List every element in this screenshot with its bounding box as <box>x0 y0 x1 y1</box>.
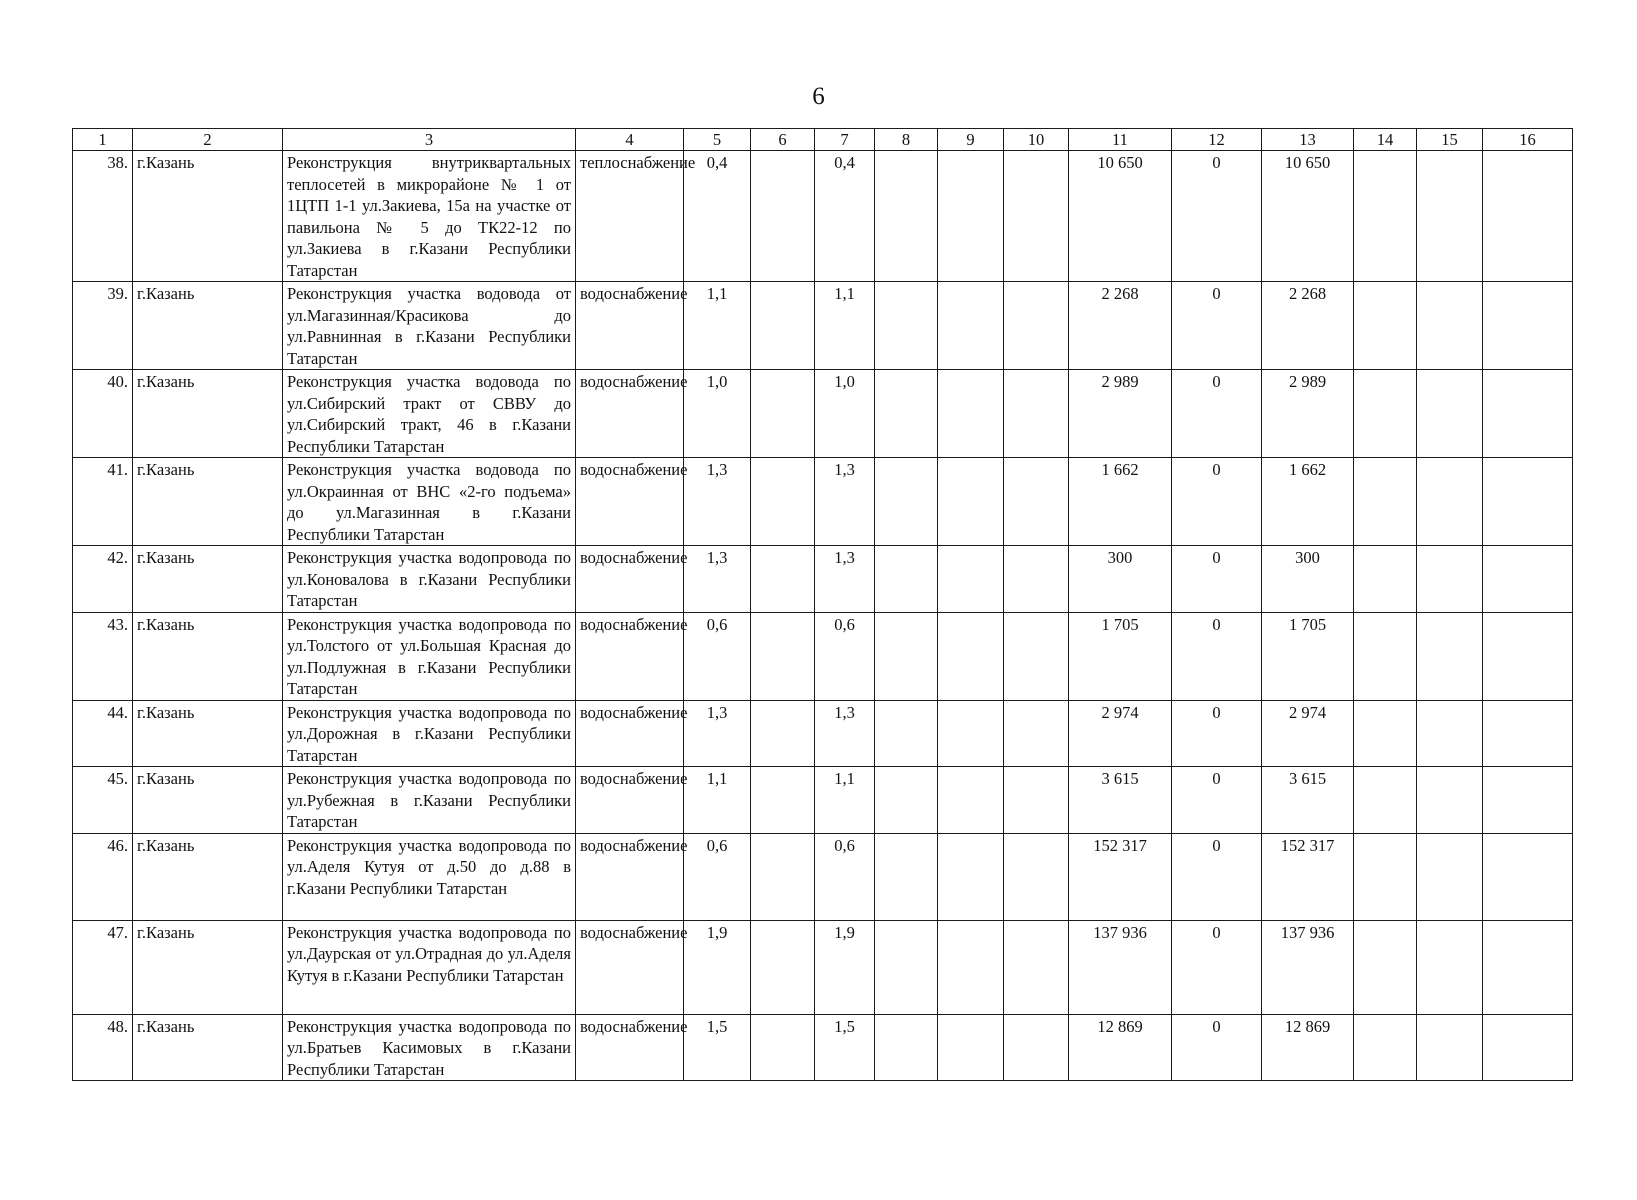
col5-cell: 0,6 <box>684 833 751 920</box>
col10-cell <box>1004 612 1069 700</box>
table-row <box>73 767 1573 834</box>
table-row <box>73 546 1573 613</box>
table-row <box>73 282 1573 370</box>
utility-type-cell: водоснабжение <box>576 920 684 1014</box>
table-row <box>73 920 1573 1014</box>
col8-cell <box>875 612 938 700</box>
col12-cell: 0 <box>1172 282 1262 370</box>
column-number-10: 10 <box>1004 129 1069 151</box>
column-number-9: 9 <box>938 129 1004 151</box>
col14-cell <box>1354 370 1417 458</box>
col8-cell <box>875 767 938 834</box>
column-number-4: 4 <box>576 129 684 151</box>
col5-cell: 1,3 <box>684 546 751 613</box>
col16-cell <box>1483 458 1573 546</box>
city-cell: г.Казань <box>133 370 283 458</box>
col12-cell: 0 <box>1172 700 1262 767</box>
col15-cell <box>1417 767 1483 834</box>
col11-cell: 137 936 <box>1069 920 1172 1014</box>
col14-cell <box>1354 282 1417 370</box>
col10-cell <box>1004 767 1069 834</box>
page-number: 6 <box>812 83 825 110</box>
col10-cell <box>1004 1014 1069 1081</box>
column-number-5: 5 <box>684 129 751 151</box>
col13-cell: 2 989 <box>1262 370 1354 458</box>
utility-type-cell: водоснабжение <box>576 767 684 834</box>
row-number: 40. <box>73 370 133 458</box>
description-cell: Реконструкция участка водовода по ул.Сибирский тракт от СВВУ до ул.Сибирский тракт, 46 в г.Казани Республики Татарстан <box>283 370 576 458</box>
col12-cell: 0 <box>1172 546 1262 613</box>
column-number-15: 15 <box>1417 129 1483 151</box>
col6-cell <box>751 546 815 613</box>
col9-cell <box>938 1014 1004 1081</box>
description-cell: Реконструкция участка водопровода по ул.Братьев Касимовых в г.Казани Республики Татарстан <box>283 1014 576 1081</box>
col16-cell <box>1483 151 1573 282</box>
row-number: 39. <box>73 282 133 370</box>
col14-cell <box>1354 1014 1417 1081</box>
col12-cell: 0 <box>1172 1014 1262 1081</box>
col11-cell: 3 615 <box>1069 767 1172 834</box>
utility-type-cell: водоснабжение <box>576 546 684 613</box>
col16-cell <box>1483 1014 1573 1081</box>
col5-cell: 0,4 <box>684 151 751 282</box>
utility-type-cell: теплоснабжение <box>576 151 684 282</box>
description-cell: Реконструкция участка водопровода по ул.Аделя Кутуя от д.50 до д.88 в г.Казани Республики Татарстан <box>283 833 576 920</box>
col9-cell <box>938 458 1004 546</box>
col9-cell <box>938 151 1004 282</box>
column-number-row <box>73 129 1573 151</box>
col14-cell <box>1354 612 1417 700</box>
col14-cell <box>1354 767 1417 834</box>
col13-cell: 12 869 <box>1262 1014 1354 1081</box>
col12-cell: 0 <box>1172 833 1262 920</box>
col13-cell: 3 615 <box>1262 767 1354 834</box>
col16-cell <box>1483 833 1573 920</box>
col16-cell <box>1483 370 1573 458</box>
col6-cell <box>751 151 815 282</box>
description-cell: Реконструкция участка водопровода по ул.Дорожная в г.Казани Республики Татарстан <box>283 700 576 767</box>
col5-cell: 1,5 <box>684 1014 751 1081</box>
col15-cell <box>1417 151 1483 282</box>
utility-type-cell: водоснабжение <box>576 1014 684 1081</box>
col12-cell: 0 <box>1172 767 1262 834</box>
col12-cell: 0 <box>1172 458 1262 546</box>
description-cell: Реконструкция внутриквартальных теплосетей в микрорайоне № 1 от 1ЦТП 1-1 ул.Закиева, 15а на участке от павильона № 5 до ТК22-12 по ул.Закиева в г.Казани Республики Татарстан <box>283 151 576 282</box>
utility-type-cell: водоснабжение <box>576 458 684 546</box>
col6-cell <box>751 767 815 834</box>
col11-cell: 1 705 <box>1069 612 1172 700</box>
col5-cell: 1,1 <box>684 767 751 834</box>
col9-cell <box>938 546 1004 613</box>
column-number-3: 3 <box>283 129 576 151</box>
col5-cell: 1,9 <box>684 920 751 1014</box>
city-cell: г.Казань <box>133 546 283 613</box>
utility-type-cell: водоснабжение <box>576 282 684 370</box>
col6-cell <box>751 833 815 920</box>
col13-cell: 300 <box>1262 546 1354 613</box>
column-number-12: 12 <box>1172 129 1262 151</box>
col8-cell <box>875 458 938 546</box>
table-row <box>73 700 1573 767</box>
table-row <box>73 458 1573 546</box>
col15-cell <box>1417 1014 1483 1081</box>
city-cell: г.Казань <box>133 700 283 767</box>
column-number-6: 6 <box>751 129 815 151</box>
description-cell: Реконструкция участка водовода по ул.Окраинная от ВНС «2-го подъема» до ул.Магазинная в г.Казани Республики Татарстан <box>283 458 576 546</box>
col9-cell <box>938 370 1004 458</box>
col15-cell <box>1417 370 1483 458</box>
column-number-7: 7 <box>815 129 875 151</box>
description-cell: Реконструкция участка водовода от ул.Магазинная/Красикова до ул.Равнинная в г.Казани Республики Татарстан <box>283 282 576 370</box>
col16-cell <box>1483 920 1573 1014</box>
description-cell: Реконструкция участка водопровода по ул.Коновалова в г.Казани Республики Татарстан <box>283 546 576 613</box>
col11-cell: 2 974 <box>1069 700 1172 767</box>
col7-cell: 1,3 <box>815 700 875 767</box>
col14-cell <box>1354 458 1417 546</box>
col9-cell <box>938 612 1004 700</box>
col6-cell <box>751 370 815 458</box>
row-number: 38. <box>73 151 133 282</box>
table-row <box>73 370 1573 458</box>
col11-cell: 152 317 <box>1069 833 1172 920</box>
row-number: 44. <box>73 700 133 767</box>
city-cell: г.Казань <box>133 612 283 700</box>
description-cell: Реконструкция участка водопровода по ул.Даурская от ул.Отрадная до ул.Аделя Кутуя в г.Казани Республики Татарстан <box>283 920 576 1014</box>
col15-cell <box>1417 282 1483 370</box>
col8-cell <box>875 370 938 458</box>
table-header <box>73 129 1573 151</box>
col6-cell <box>751 700 815 767</box>
col9-cell <box>938 700 1004 767</box>
col6-cell <box>751 920 815 1014</box>
column-number-11: 11 <box>1069 129 1172 151</box>
col14-cell <box>1354 700 1417 767</box>
col10-cell <box>1004 282 1069 370</box>
column-number-1: 1 <box>73 129 133 151</box>
col12-cell: 0 <box>1172 612 1262 700</box>
table-row <box>73 612 1573 700</box>
col14-cell <box>1354 546 1417 613</box>
col6-cell <box>751 282 815 370</box>
col7-cell: 1,1 <box>815 282 875 370</box>
col16-cell <box>1483 546 1573 613</box>
col5-cell: 1,0 <box>684 370 751 458</box>
col5-cell: 1,3 <box>684 458 751 546</box>
utility-type-cell: водоснабжение <box>576 370 684 458</box>
col7-cell: 1,9 <box>815 920 875 1014</box>
col9-cell <box>938 767 1004 834</box>
row-number: 46. <box>73 833 133 920</box>
col12-cell: 0 <box>1172 151 1262 282</box>
col11-cell: 10 650 <box>1069 151 1172 282</box>
col8-cell <box>875 151 938 282</box>
col8-cell <box>875 282 938 370</box>
city-cell: г.Казань <box>133 767 283 834</box>
col11-cell: 2 268 <box>1069 282 1172 370</box>
col14-cell <box>1354 151 1417 282</box>
city-cell: г.Казань <box>133 920 283 1014</box>
col5-cell: 1,1 <box>684 282 751 370</box>
col7-cell: 0,6 <box>815 833 875 920</box>
col13-cell: 10 650 <box>1262 151 1354 282</box>
column-number-14: 14 <box>1354 129 1417 151</box>
city-cell: г.Казань <box>133 151 283 282</box>
col12-cell: 0 <box>1172 920 1262 1014</box>
column-number-13: 13 <box>1262 129 1354 151</box>
col16-cell <box>1483 612 1573 700</box>
column-number-16: 16 <box>1483 129 1573 151</box>
col6-cell <box>751 612 815 700</box>
col15-cell <box>1417 546 1483 613</box>
col13-cell: 152 317 <box>1262 833 1354 920</box>
col13-cell: 137 936 <box>1262 920 1354 1014</box>
col14-cell <box>1354 833 1417 920</box>
table-row <box>73 833 1573 920</box>
description-cell: Реконструкция участка водопровода по ул.Толстого от ул.Большая Красная до ул.Подлужная в г.Казани Республики Татарстан <box>283 612 576 700</box>
table-row <box>73 151 1573 282</box>
utility-type-cell: водоснабжение <box>576 700 684 767</box>
col15-cell <box>1417 920 1483 1014</box>
col10-cell <box>1004 151 1069 282</box>
col15-cell <box>1417 700 1483 767</box>
table-row <box>73 1014 1573 1081</box>
col12-cell: 0 <box>1172 370 1262 458</box>
col6-cell <box>751 1014 815 1081</box>
col6-cell <box>751 458 815 546</box>
city-cell: г.Казань <box>133 833 283 920</box>
col9-cell <box>938 920 1004 1014</box>
col10-cell <box>1004 700 1069 767</box>
city-cell: г.Казань <box>133 1014 283 1081</box>
col13-cell: 1 662 <box>1262 458 1354 546</box>
col7-cell: 1,3 <box>815 546 875 613</box>
city-cell: г.Казань <box>133 458 283 546</box>
city-cell: г.Казань <box>133 282 283 370</box>
row-number: 41. <box>73 458 133 546</box>
col7-cell: 1,0 <box>815 370 875 458</box>
row-number: 48. <box>73 1014 133 1081</box>
col7-cell: 1,1 <box>815 767 875 834</box>
col10-cell <box>1004 920 1069 1014</box>
col15-cell <box>1417 458 1483 546</box>
col10-cell <box>1004 458 1069 546</box>
col8-cell <box>875 1014 938 1081</box>
col11-cell: 12 869 <box>1069 1014 1172 1081</box>
col13-cell: 1 705 <box>1262 612 1354 700</box>
col7-cell: 1,5 <box>815 1014 875 1081</box>
row-number: 47. <box>73 920 133 1014</box>
row-number: 42. <box>73 546 133 613</box>
col7-cell: 0,4 <box>815 151 875 282</box>
utility-type-cell: водоснабжение <box>576 833 684 920</box>
col5-cell: 0,6 <box>684 612 751 700</box>
investment-table <box>72 128 1573 1081</box>
col5-cell: 1,3 <box>684 700 751 767</box>
col8-cell <box>875 920 938 1014</box>
col14-cell <box>1354 920 1417 1014</box>
row-number: 43. <box>73 612 133 700</box>
col9-cell <box>938 282 1004 370</box>
description-cell: Реконструкция участка водопровода по ул.Рубежная в г.Казани Республики Татарстан <box>283 767 576 834</box>
col10-cell <box>1004 546 1069 613</box>
table-body <box>73 151 1573 1081</box>
col15-cell <box>1417 612 1483 700</box>
col13-cell: 2 268 <box>1262 282 1354 370</box>
col11-cell: 1 662 <box>1069 458 1172 546</box>
col16-cell <box>1483 767 1573 834</box>
col8-cell <box>875 833 938 920</box>
col13-cell: 2 974 <box>1262 700 1354 767</box>
col8-cell <box>875 546 938 613</box>
col16-cell <box>1483 282 1573 370</box>
column-number-8: 8 <box>875 129 938 151</box>
col16-cell <box>1483 700 1573 767</box>
col9-cell <box>938 833 1004 920</box>
column-number-2: 2 <box>133 129 283 151</box>
col7-cell: 1,3 <box>815 458 875 546</box>
col10-cell <box>1004 370 1069 458</box>
col10-cell <box>1004 833 1069 920</box>
utility-type-cell: водоснабжение <box>576 612 684 700</box>
col11-cell: 2 989 <box>1069 370 1172 458</box>
col7-cell: 0,6 <box>815 612 875 700</box>
col11-cell: 300 <box>1069 546 1172 613</box>
row-number: 45. <box>73 767 133 834</box>
col8-cell <box>875 700 938 767</box>
col15-cell <box>1417 833 1483 920</box>
